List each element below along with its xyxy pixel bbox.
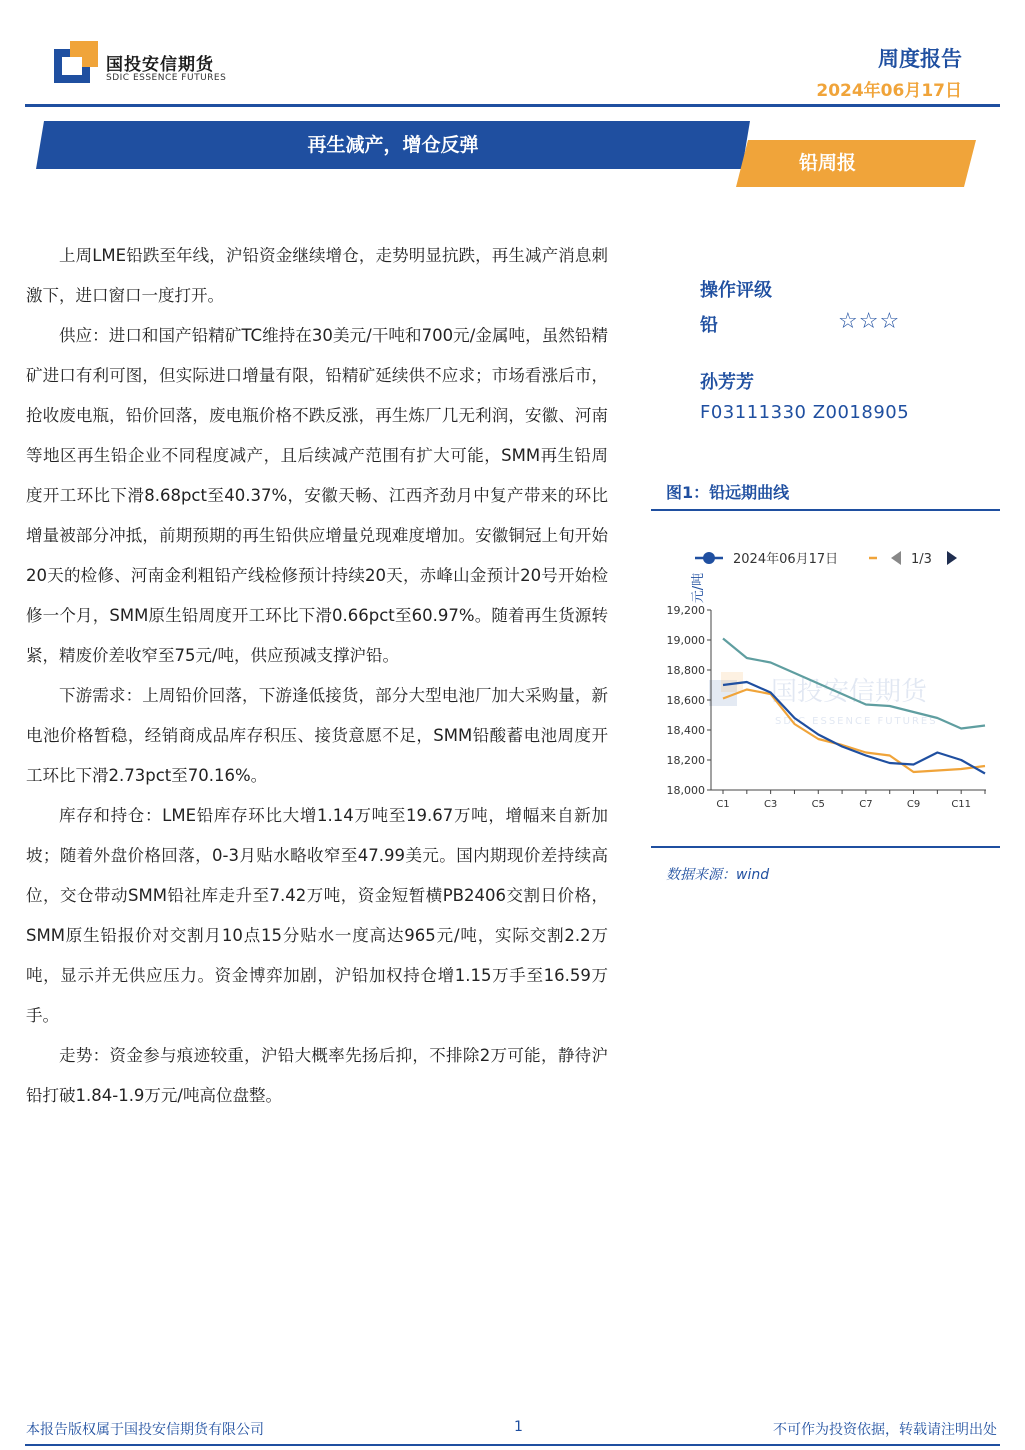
x-tick-label: C3: [763, 799, 778, 810]
y-tick-label: 18,000: [666, 784, 705, 797]
copyright-notice: 本报告版权属于国投安信期货有限公司: [26, 1422, 264, 1438]
body-paragraph: 走势：资金参与痕迹较重，沪铅大概率先扬后抑，不排除2万可能，静待沪铅打破1.84-1.9万元/吨高位盘整。: [26, 1046, 608, 1105]
body-paragraph: 库存和持仓：LME铅库存环比大增1.14万吨至19.67万吨，增幅来自新加坡；随着外盘价格回落，0-3月贴水略收窄至47.99美元。国内期现价差持续高位，交仓带动SMM铅社库走升至7.42万吨，资金短暂横PB2406交割日价格，SMM原生铅报价对交割月10点15分贴水一度高达965元/吨，实际交割2.2万吨，显示并无供应压力。资金博弈加剧，沪铅加权持仓增1.15万手至16.59万手。: [26, 806, 608, 1025]
logo-icon: [54, 41, 98, 83]
data-source: 数据来源：wind: [666, 867, 770, 883]
x-tick-label: C1: [716, 799, 730, 810]
author-license-ids: F03111330 Z0018905: [700, 402, 910, 423]
logo-text: 国投安信期货: [106, 55, 214, 75]
body-paragraph: 上周LME铅跌至年线，沪铅资金继续增仓，走势明显抗跌，再生减产消息刺激下，进口窗口一度打开。: [26, 246, 608, 305]
svg-text:1/3: 1/3: [911, 552, 932, 567]
y-tick-label: 18,600: [666, 694, 705, 707]
rating-stars: ☆☆☆: [838, 309, 901, 334]
x-tick-label: C11: [951, 799, 972, 810]
legend-next-icon[interactable]: [947, 551, 957, 565]
forward-curve-chart: [651, 540, 1000, 830]
report-body: [26, 236, 608, 1116]
svg-text:SDIC ESSENCE FUTURES: SDIC ESSENCE FUTURES: [775, 716, 938, 727]
chart-watermark: [709, 672, 938, 727]
logo-subtext: SDIC ESSENCE FUTURES: [106, 73, 227, 83]
x-tick-label: C9: [906, 799, 921, 810]
y-axis-label: [691, 573, 706, 603]
body-paragraph: 供应：进口和国产铅精矿TC维持在30美元/干吨和700元/金属吨，虽然铅精矿进口有利可图，但实际进口增量有限，铅精矿延续供不应求；市场看涨后市，抢收废电瓶，铅价回落，废电瓶价格不跌反涨，再生炼厂几无利润，安徽、河南等地区再生铅企业不同程度减产，且后续减产范围有扩大可能，SMM再生铅周度开工环比下滑8.68pct至40.37%，安徽天畅、江西齐劲月中复产带来的环比增量被部分冲抵，前期预期的再生铅供应增量兑现难度增加。安徽铜冠上旬开始20天的检修、河南金利粗铅产线检修预计持续20天，赤峰山金预计20号开始检修一个月，SMM原生铅周度开工环比下滑0.66pct至60.97%。随着再生货源转紧，精废价差收窄至75元/吨，供应预减支撑沪铅。: [26, 326, 608, 665]
body-paragraph: 下游需求：上周铅价回落，下游逢低接货，部分大型电池厂加大采购量，新电池价格暂稳，经销商成品库存积压、接货意愿不足，SMM铅酸蓄电池周度开工环比下滑2.73pct至70.16%。: [26, 686, 608, 785]
y-tick-label: 19,200: [666, 604, 705, 617]
y-axis-title: 元/吨: [691, 572, 706, 604]
header-divider: [25, 104, 1000, 107]
y-tick-label: 19,000: [666, 634, 705, 647]
report-type: 周度报告: [878, 47, 962, 71]
chart-legend: [695, 551, 957, 567]
x-axis: [711, 790, 986, 810]
x-tick-label: C7: [859, 799, 873, 810]
svg-text:2024年06月17日: 2024年06月17日: [733, 552, 839, 567]
legend-marker-icon: [703, 552, 715, 564]
author-name: 孙芳芳: [700, 372, 754, 393]
report-category: 铅周报: [798, 152, 856, 174]
footer-divider: [25, 1444, 1000, 1446]
x-tick-label: C5: [811, 799, 825, 810]
report-date: 2024年06月17日: [816, 81, 962, 101]
rating-title: 操作评级: [700, 280, 772, 301]
figure-divider-bottom: [651, 846, 1000, 848]
legend-prev-icon[interactable]: [891, 551, 901, 565]
y-axis: [667, 604, 712, 797]
page-number: 1: [514, 1419, 523, 1435]
y-tick-label: 18,200: [666, 754, 705, 767]
y-tick-label: 18,400: [666, 724, 705, 737]
figure-caption: 图1：铅远期曲线: [666, 483, 790, 502]
svg-text:国投安信期货: 国投安信期货: [771, 677, 928, 707]
disclaimer: 不可作为投资依据，转载请注明出处: [773, 1422, 997, 1438]
report-title: 再生减产，增仓反弹: [307, 134, 479, 156]
figure-divider-top: [651, 509, 1000, 511]
y-tick-label: 18,800: [666, 664, 705, 677]
rating-item: 铅: [700, 315, 718, 336]
